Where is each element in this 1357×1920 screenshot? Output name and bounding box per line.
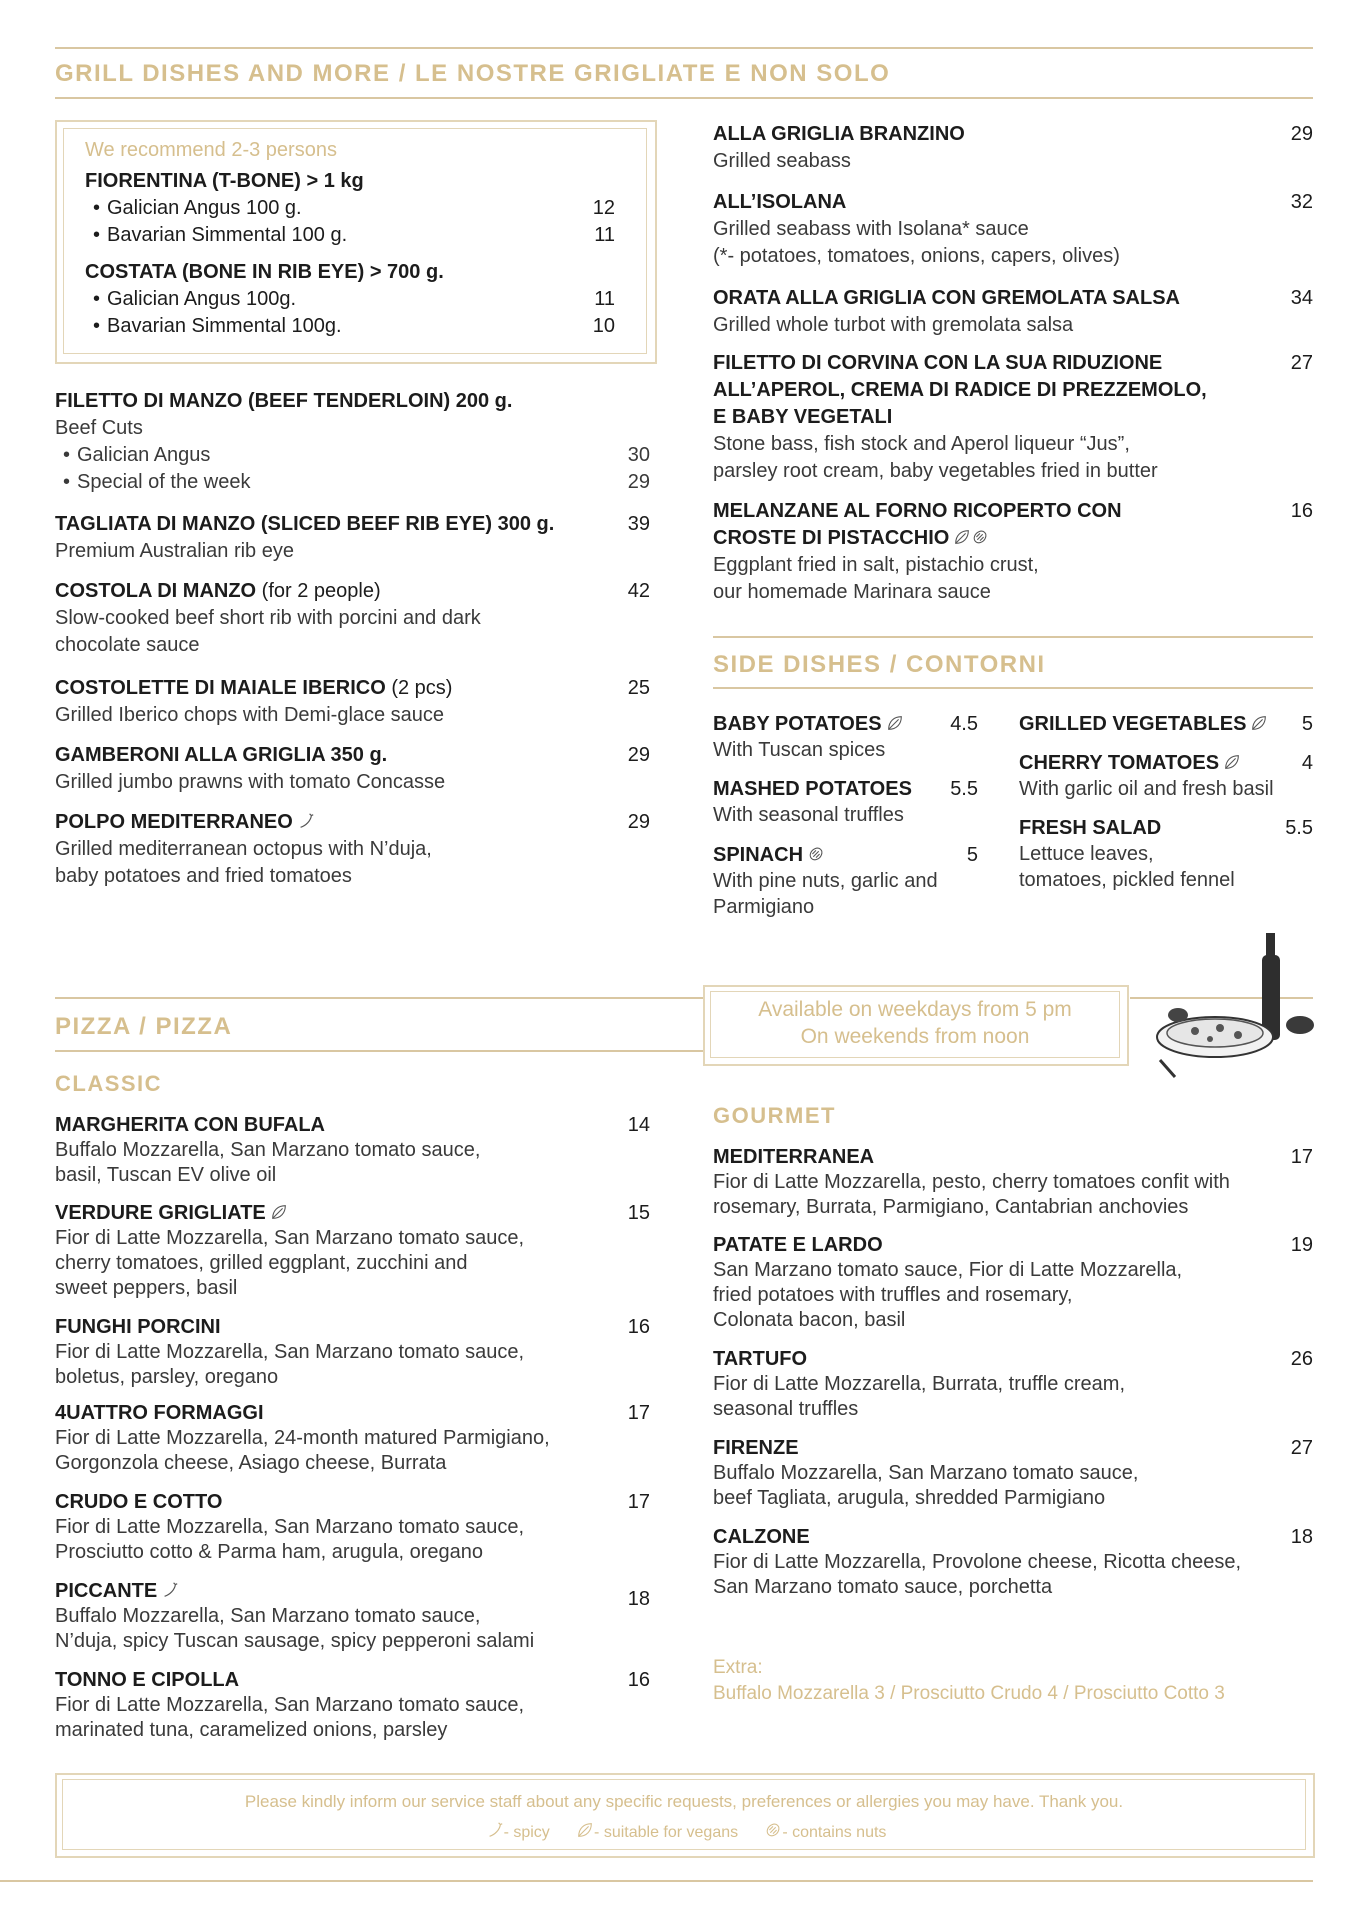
bottom-rule (0, 1880, 1313, 1882)
price: 27 (1290, 1437, 1313, 1459)
price: 5.5 (950, 778, 978, 800)
price: 17 (1290, 1146, 1313, 1168)
allergy-note: Please kindly inform our service staff about any specific requests, preferences or allergies you may have. Thank you. (244, 1792, 1124, 1811)
pizza-top-rule-left (55, 997, 705, 999)
top-rule (55, 47, 1313, 49)
sides-section-title: SIDE DISHES / CONTORNI (713, 651, 1046, 678)
legend (62, 1821, 1306, 1842)
price: 39 (627, 513, 650, 535)
side-grilled-vegetables: GRILLED VEGETABLES 5 (1019, 713, 1313, 735)
price: 29 (627, 471, 650, 493)
price: 12 (592, 197, 615, 219)
price: 16 (1290, 500, 1313, 522)
extras-text: Buffalo Mozzarella 3 / Prosciutto Crudo 4 / Prosciutto Cotto 3 (713, 1683, 1225, 1704)
grill-section-title: GRILL DISHES AND MORE / LE NOSTRE GRIGLIATE E NON SOLO (55, 60, 891, 87)
pizza-piccante: PICCANTE Buffalo Mozzarella, San Marzano tomato sauce, N’duja, spicy Tuscan sausage, spicy pepperoni salami 18 (55, 1580, 650, 1652)
nuts-icon (807, 845, 825, 863)
classic-subtitle: CLASSIC (55, 1071, 163, 1096)
vegan-icon (886, 714, 904, 732)
menu-item-gamberoni: GAMBERONI ALLA GRIGLIA 350 g. Grilled jumbo prawns with tomato Concasse 29 (55, 744, 650, 793)
price: 34 (1290, 287, 1313, 309)
menu-item-orata: ORATA ALLA GRIGLIA CON GREMOLATA SALSA Grilled whole turbot with gremolata salsa 34 (713, 287, 1313, 336)
menu-item-tagliata: TAGLIATA DI MANZO (SLICED BEEF RIB EYE) 300 g. Premium Australian rib eye 39 (55, 513, 650, 562)
legend-spicy: - spicy (503, 1824, 550, 1841)
legend-nuts: - contains nuts (782, 1824, 887, 1841)
availability-note: Available on weekdays from 5 pm On weekends from noon (758, 998, 1072, 1048)
price: 5.5 (1285, 817, 1313, 839)
vegan-icon (1223, 753, 1241, 771)
spicy-icon (161, 1581, 179, 1599)
price: 14 (627, 1114, 650, 1136)
menu-item-isolana: ALL’ISOLANA Grilled seabass with Isolana* sauce (*- potatoes, tomatoes, onions, capers, olives) 32 (713, 191, 1313, 267)
costata-title: COSTATA (BONE IN RIB EYE) > 700 g. (85, 261, 444, 283)
costata-option-2: • Bavarian Simmental 100g. 10 (85, 313, 615, 340)
pizza-tartufo: TARTUFO Fior di Latte Mozzarella, Burrata, truffle cream, seasonal truffles 26 (713, 1348, 1313, 1420)
price: 16 (627, 1316, 650, 1338)
menu-item-costola: COSTOLA DI MANZO (for 2 people) Slow-cooked beef short rib with porcini and dark chocolate sauce 42 (55, 580, 650, 656)
fiorentina-option-2: • Bavarian Simmental 100 g. 11 (85, 222, 615, 249)
costata-option-1: • Galician Angus 100g. 11 (85, 286, 615, 313)
menu-item-melanzane: MELANZANE AL FORNO RICOPERTO CON CROSTE DI PISTACCHIO Eggplant fried in salt, pistachio crust, our homemade Marinara sauce 16 (713, 500, 1313, 603)
legend-vegan: - suitable for vegans (594, 1824, 739, 1841)
spicy-icon (486, 1821, 504, 1839)
menu-item-polpo: POLPO MEDITERRANEO Grilled mediterranean octopus with N’duja, baby potatoes and fried tomatoes 29 (55, 811, 650, 887)
pizza-crudo-cotto: CRUDO E COTTO Fior di Latte Mozzarella, San Marzano tomato sauce, Prosciutto cotto & Parma ham, arugula, oregano 17 (55, 1491, 650, 1563)
price: 16 (627, 1669, 650, 1691)
price: 17 (627, 1402, 650, 1424)
pizza-illustration (1150, 925, 1325, 1085)
vegan-icon (270, 1203, 288, 1221)
price: 11 (594, 288, 615, 310)
pizza-tonno: TONNO E CIPOLLA Fior di Latte Mozzarella, San Marzano tomato sauce, marinated tuna, caramelized onions, parsley 16 (55, 1669, 650, 1741)
recommend-note: We recommend 2-3 persons (85, 139, 337, 161)
fiorentina-option-1: • Galician Angus 100 g. 12 (85, 195, 615, 222)
price: 17 (627, 1491, 650, 1513)
side-fresh-salad: FRESH SALAD Lettuce leaves, tomatoes, pickled fennel 5.5 (1019, 817, 1313, 891)
price: 10 (592, 315, 615, 337)
extras-label: Extra: (713, 1657, 763, 1678)
sides-title-rule (713, 687, 1313, 689)
recommend-block (85, 137, 615, 340)
price: 42 (627, 580, 650, 602)
vegan-icon (953, 528, 971, 546)
price: 29 (627, 811, 650, 833)
menu-item-costolette: COSTOLETTE DI MAIALE IBERICO (2 pcs) Grilled Iberico chops with Demi-glace sauce 25 (55, 677, 650, 726)
fiorentina-title: FIORENTINA (T-BONE) > 1 kg (85, 170, 364, 192)
pizza-funghi: FUNGHI PORCINI Fior di Latte Mozzarella, San Marzano tomato sauce, boletus, parsley, oregano 16 (55, 1316, 650, 1388)
price: 26 (1290, 1348, 1313, 1370)
extras-block (713, 1655, 1225, 1707)
price: 29 (627, 744, 650, 766)
price: 27 (1290, 352, 1313, 374)
side-mashed-potatoes: MASHED POTATOES With seasonal truffles 5.5 (713, 778, 978, 826)
side-baby-potatoes: BABY POTATOES With Tuscan spices 4.5 (713, 713, 978, 761)
price: 30 (627, 444, 650, 466)
price: 18 (1290, 1526, 1313, 1548)
pizza-title-rule (55, 1050, 705, 1052)
grill-title-rule (55, 97, 1313, 99)
pizza-calzone: CALZONE Fior di Latte Mozzarella, Provolone cheese, Ricotta cheese, San Marzano tomato sauce, porchetta 18 (713, 1526, 1313, 1598)
price: 5 (1301, 713, 1313, 735)
price: 25 (627, 677, 650, 699)
side-spinach: SPINACH With pine nuts, garlic and Parmigiano 5 (713, 844, 978, 918)
vegan-icon (1250, 714, 1268, 732)
price: 18 (627, 1588, 650, 1610)
pizza-verdure: VERDURE GRIGLIATE Fior di Latte Mozzarella, San Marzano tomato sauce, cherry tomatoes, grilled eggplant, zucchini and sweet peppers, basil 15 (55, 1202, 650, 1299)
price: 4.5 (950, 713, 978, 735)
price: 29 (1290, 123, 1313, 145)
price: 5 (966, 844, 978, 866)
gourmet-subtitle: GOURMET (713, 1103, 836, 1128)
price: 4 (1301, 752, 1313, 774)
vegan-icon (576, 1821, 594, 1839)
pizza-formaggi: 4UATTRO FORMAGGI Fior di Latte Mozzarella, 24-month matured Parmigiano, Gorgonzola cheese, Asiago cheese, Burrata 17 (55, 1402, 650, 1474)
pizza-firenze: FIRENZE Buffalo Mozzarella, San Marzano tomato sauce, beef Tagliata, arugula, shredded Parmigiano 27 (713, 1437, 1313, 1509)
nuts-icon (764, 1821, 782, 1839)
price: 19 (1290, 1234, 1313, 1256)
sides-top-rule (713, 636, 1313, 638)
side-cherry-tomatoes: CHERRY TOMATOES With garlic oil and fresh basil 4 (1019, 752, 1313, 800)
pizza-mediterranea: MEDITERRANEA Fior di Latte Mozzarella, pesto, cherry tomatoes confit with rosemary, Burrata, Parmigiano, Cantabrian anchovies 17 (713, 1146, 1313, 1218)
pizza-margherita: MARGHERITA CON BUFALA Buffalo Mozzarella, San Marzano tomato sauce, basil, Tuscan EV olive oil 14 (55, 1114, 650, 1186)
menu-item-filetto: FILETTO DI MANZO (BEEF TENDERLOIN) 200 g. Beef Cuts • Galician Angus 30 • Special of the week 29 (55, 388, 650, 496)
menu-item-branzino: ALLA GRIGLIA BRANZINO Grilled seabass 29 (713, 123, 1313, 172)
price: 11 (594, 224, 615, 246)
nuts-icon (971, 528, 989, 546)
pizza-section-title: PIZZA / PIZZA (55, 1013, 233, 1040)
spicy-icon (297, 812, 315, 830)
price: 32 (1290, 191, 1313, 213)
price: 15 (627, 1202, 650, 1224)
menu-item-corvina: FILETTO DI CORVINA CON LA SUA RIDUZIONE ALL’APEROL, CREMA DI RADICE DI PREZZEMOLO, E BABY VEGETALI Stone bass, fish stock and Aperol liqueur “Jus”, parsley root cream, baby vegetables fried in butter 27 (713, 352, 1313, 482)
pizza-patate-lardo: PATATE E LARDO San Marzano tomato sauce, Fior di Latte Mozzarella, fried potatoes with truffles and rosemary, Colonata bacon, basil 19 (713, 1234, 1313, 1331)
